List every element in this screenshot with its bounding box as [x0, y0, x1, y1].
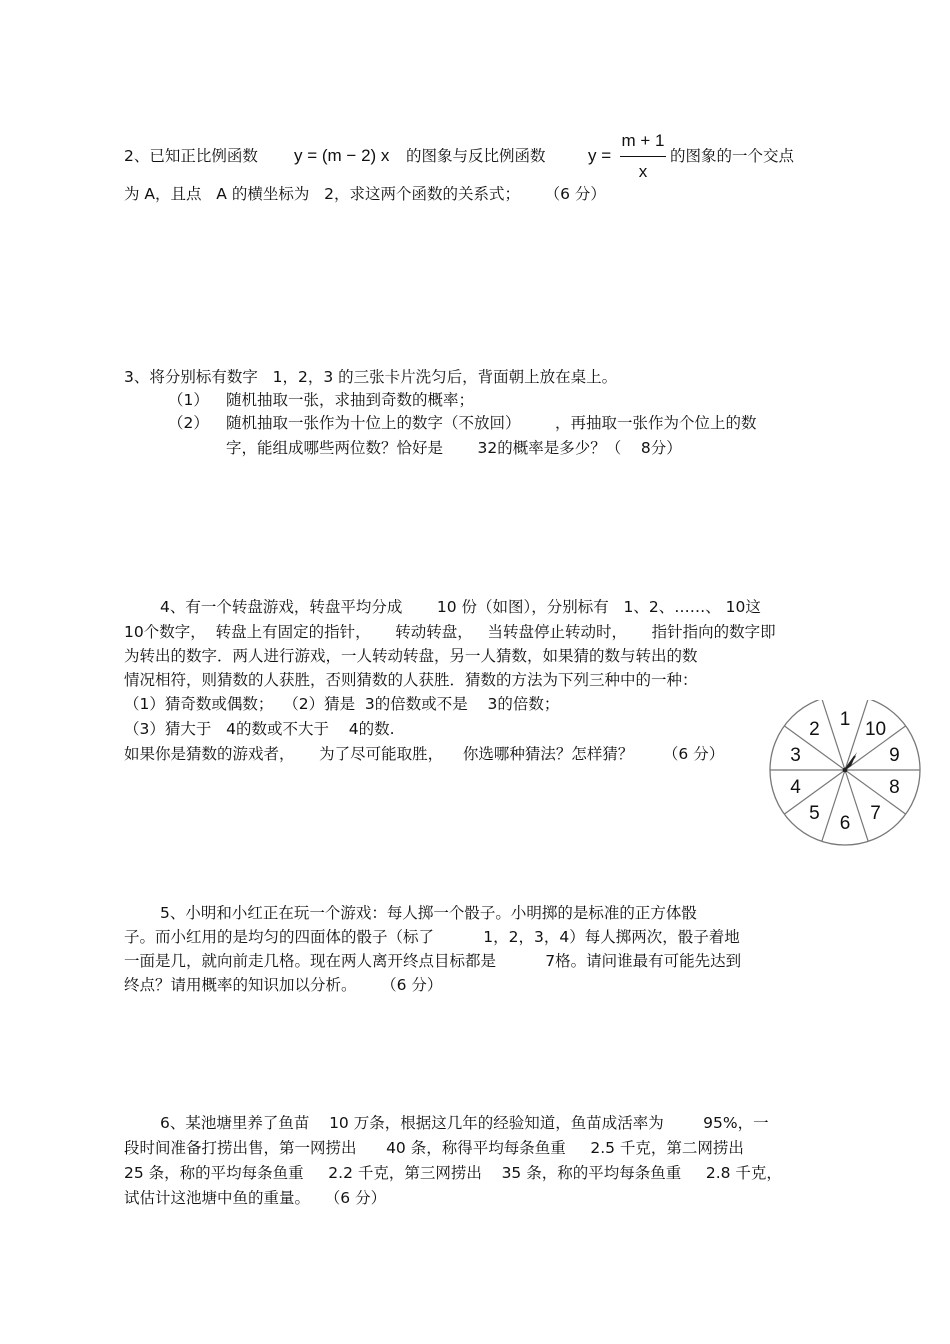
q2-text-a: 2、已知正比例函数 — [124, 147, 258, 165]
spinner-wheel — [765, 700, 925, 860]
fraction-bar — [620, 156, 666, 157]
q4-line: （3）猜大于 4的数或不大于 4的数. — [124, 720, 395, 738]
q4-line: 4、有一个转盘游戏，转盘平均分成 10 份（如图），分别标有 1、2、……、 10这 — [160, 598, 761, 616]
q3-sub2-text: 随机抽取一张作为十位上的数字（不放回） ，再抽取一张作为个位上的数 — [226, 414, 757, 432]
q2-formula-denominator: x — [638, 162, 648, 181]
q2-text-c: 的图象的一个交点 — [670, 147, 795, 165]
wheel-number: 7 — [870, 803, 881, 825]
q2-formula-linear: y = (m − 2) x — [294, 146, 390, 165]
q5-line: 一面是几，就向前走几格。现在两人离开终点目标都是 7格。请问谁最有可能先达到 — [124, 952, 742, 970]
q4-line: 如果你是猜数的游戏者， 为了尽可能取胜， 你选哪种猜法？怎样猜？ （6 分） — [124, 745, 725, 763]
q6-line: 试估计这池塘中鱼的重量。 （6 分） — [124, 1189, 387, 1207]
q6-line: 25 条，称的平均每条鱼重 2.2 千克，第三网捞出 35 条，称的平均每条鱼重 2.8 千克， — [124, 1164, 782, 1182]
wheel-number: 3 — [790, 744, 801, 766]
q5-line: 子。而小红用的是均匀的四面体的骰子（标了 1，2，3，4）每人掷两次，骰子着地 — [124, 928, 740, 946]
q6-line: 段时间准备打捞出售，第一网捞出 40 条，称得平均每条鱼重 2.5 千克，第二网捞出 — [124, 1139, 744, 1157]
q4-line: （1）猜奇数或偶数； （2）猜是 3的倍数或不是 3的倍数； — [124, 695, 560, 713]
q2-formula-numerator: m + 1 — [621, 131, 665, 150]
q4-line: 10个数字， 转盘上有固定的指针， 转动转盘， 当转盘停止转动时， 指针指向的数字即 — [124, 623, 776, 641]
q4-line: 情况相符，则猜数的人获胜，否则猜数的人获胜．猜数的方法为下列三种中的一种： — [124, 671, 698, 689]
wheel-number: 4 — [790, 777, 801, 799]
q2-line-2: 为 A，且点 A 的横坐标为 2，求这两个函数的关系式； （6 分） — [124, 185, 606, 203]
q4-line: 为转出的数字．两人进行游戏，一人转动转盘，另一人猜数，如果猜的数与转出的数 — [124, 647, 698, 665]
wheel-number: 10 — [864, 718, 887, 740]
q3-sub1-label: （1） — [168, 391, 209, 409]
wheel-number: 6 — [839, 813, 851, 834]
wheel-number: 2 — [809, 718, 820, 740]
pointer-hub — [843, 768, 848, 773]
q3-sub2-text-cont: 字，能组成哪些两位数？恰好是 32的概率是多少？（ 8分） — [226, 439, 682, 457]
q5-line: 5、小明和小红正在玩一个游戏：每人掷一个骰子。小明掷的是标准的正方体骰 — [160, 904, 697, 922]
q3-sub1-text: 随机抽取一张，求抽到奇数的概率； — [226, 391, 475, 409]
wheel-number: 8 — [889, 777, 900, 799]
q2-text-b: 的图象与反比例函数 — [406, 147, 546, 165]
q2-formula-inverse-lhs: y = — [588, 146, 612, 165]
wheel-number: 1 — [839, 709, 851, 730]
q3-line-1: 3、将分别标有数字 1，2，3 的三张卡片洗匀后，背面朝上放在桌上。 — [124, 368, 618, 386]
q3-sub2-label: （2） — [168, 414, 209, 432]
q5-line: 终点？请用概率的知识加以分析。 （6 分） — [124, 976, 443, 994]
wheel-number: 5 — [809, 803, 820, 825]
q6-line: 6、某池塘里养了鱼苗 10 万条，根据这几年的经验知道，鱼苗成活率为 95%，一 — [160, 1114, 769, 1132]
wheel-number: 9 — [889, 744, 900, 766]
